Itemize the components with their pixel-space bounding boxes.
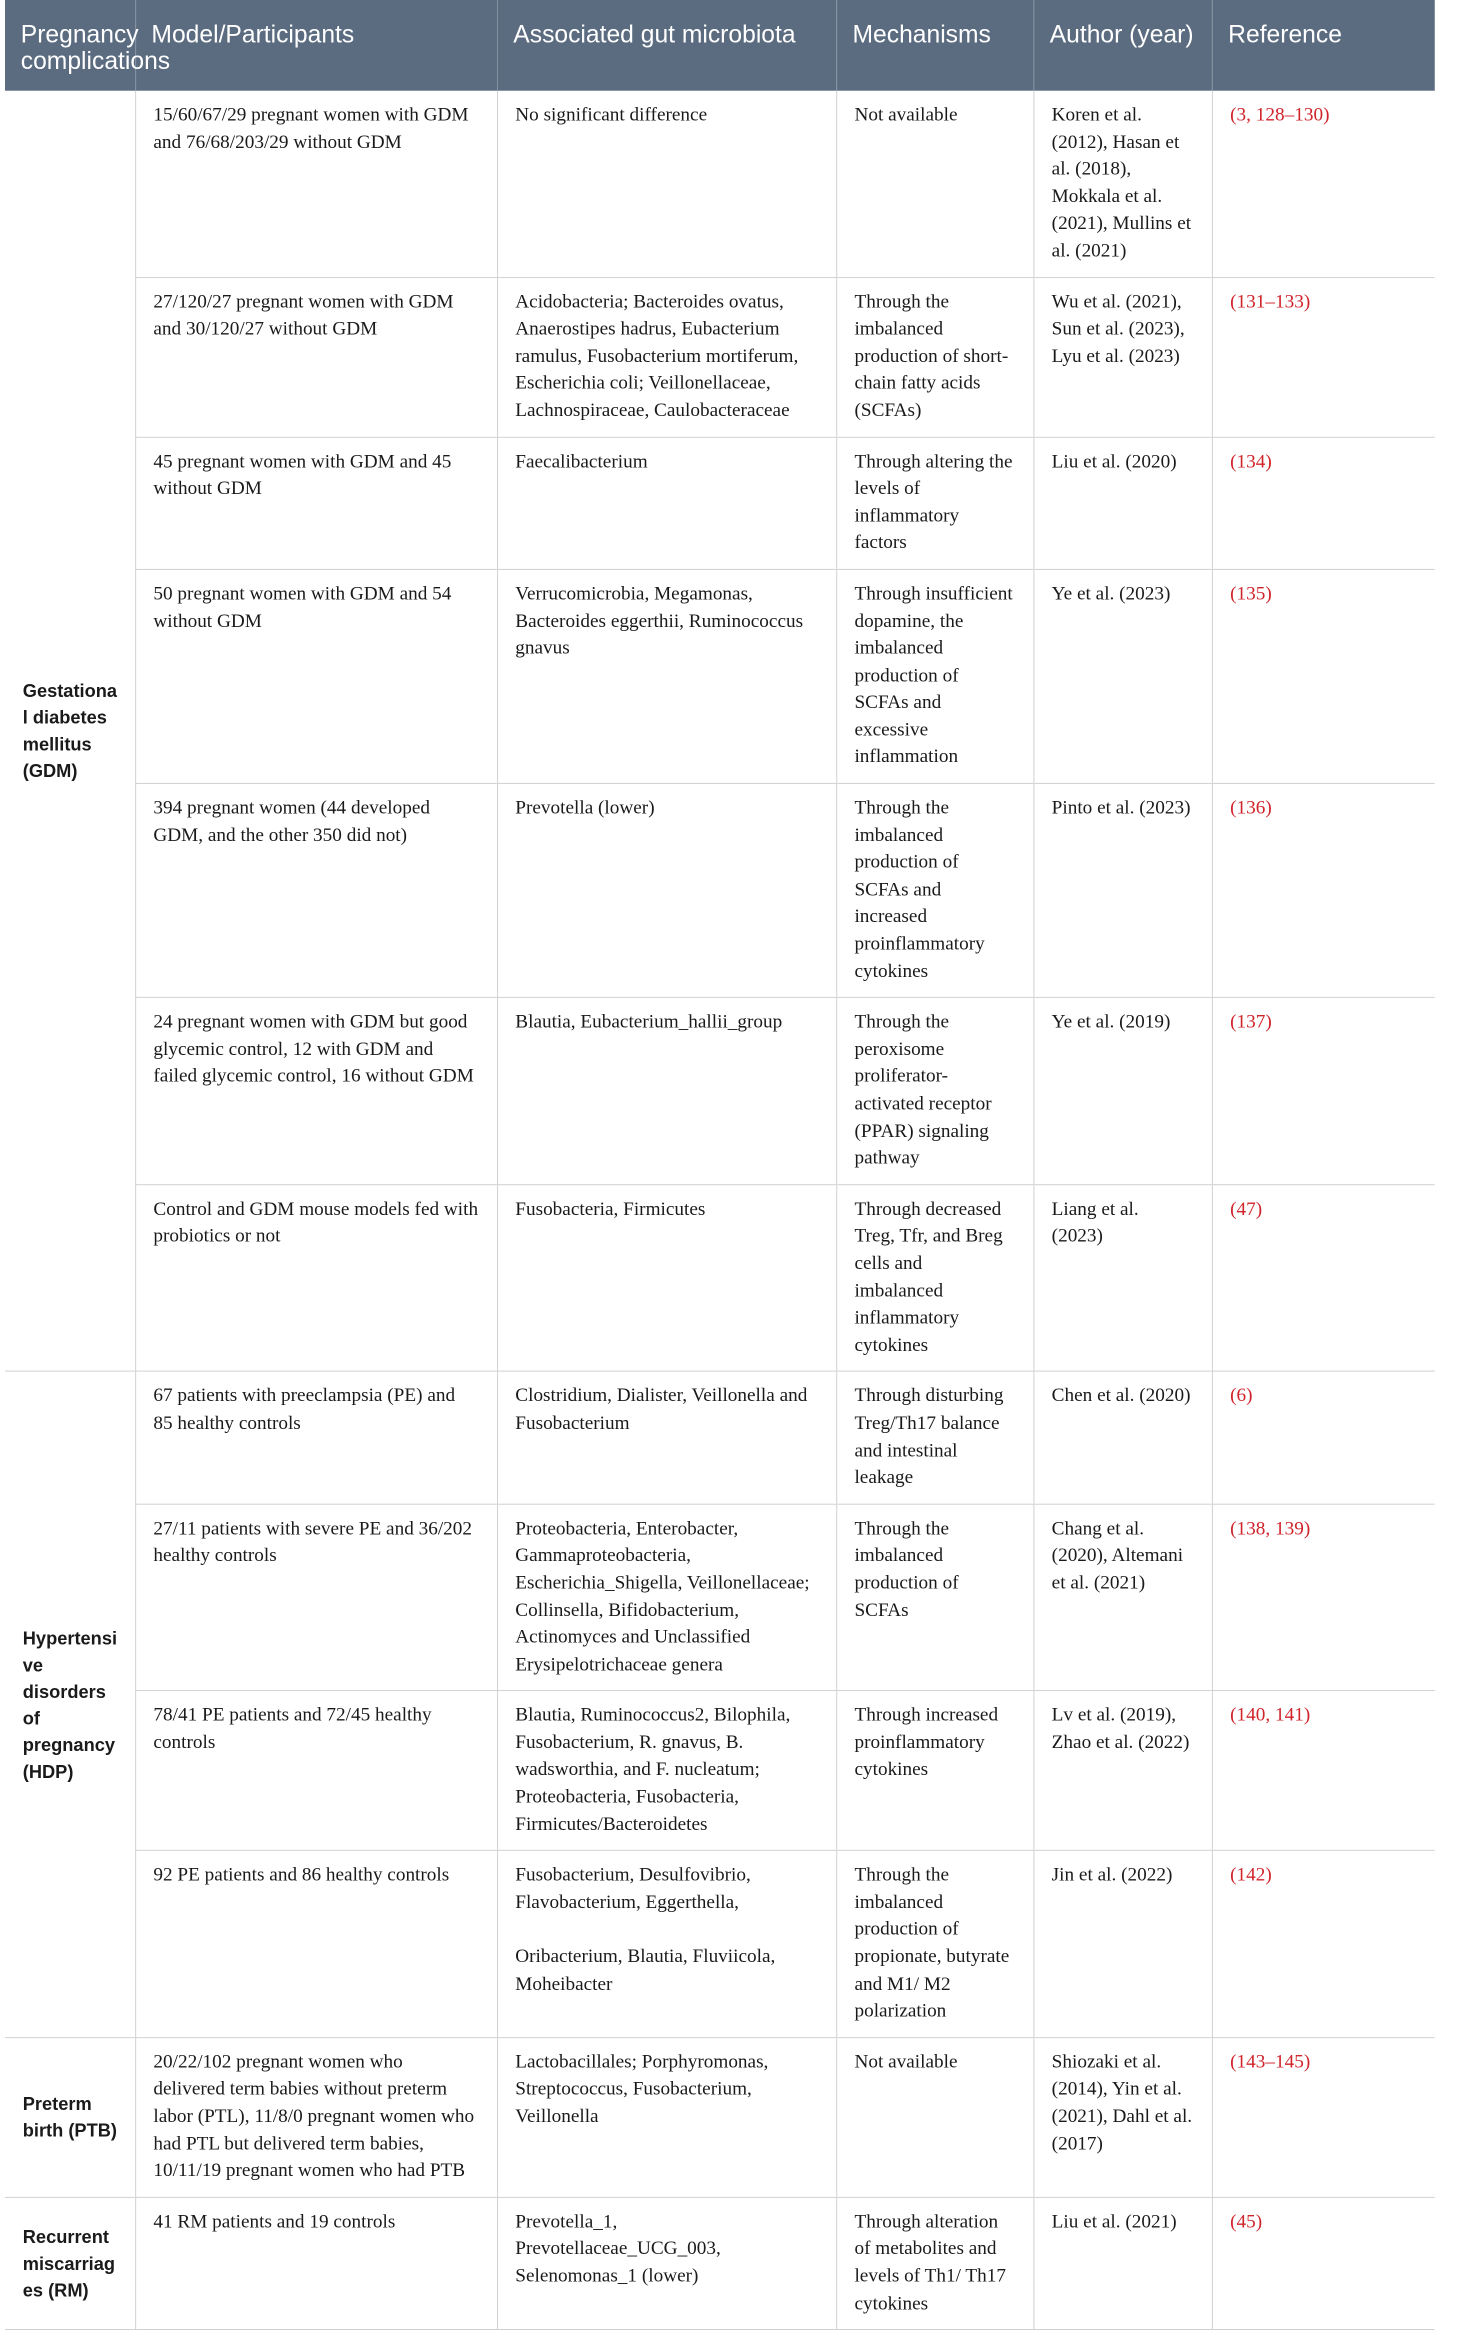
table-row [5,437,1435,569]
table-row [5,2037,1435,2197]
author-cell: Ye et al. (2023) [1033,569,1211,783]
participants-cell: 15/60/67/29 pregnant women with GDM and 76/68/203/29 without GDM [135,91,497,277]
mechanisms-part-b: propionate, butyrate and M1/ M2 polarization [854,1946,1010,2022]
microbiota-cell: Faecalibacterium [497,437,836,569]
mechanisms-cell: Through the peroxisome proliferator-activated receptor (PPAR) signaling pathway [836,998,1033,1185]
mechanisms-cell: Through alteration of metabolites and levels of Th1/ Th17 cytokines [836,2197,1033,2329]
complications-table [5,0,1435,2330]
participants-cell: 20/22/102 pregnant women who delivered term babies without preterm labor (PTL), 11/8/0 pregnant women who had PTL but delivered term babies, 10/11/19 pregnant women who had PTB [135,2037,497,2197]
mechanisms-cell: Through decreased Treg, Tfr, and Breg cells and imbalanced inflammatory cytokines [836,1185,1033,1372]
mechanisms-part-a: Through the imbalanced production of [854,1864,959,1940]
mechanisms-cell: Through the imbalanced production of SCFAs and increased proinflammatory cytokines [836,783,1033,997]
complication-rm: Recurrent miscarriages (RM) [5,2197,135,2329]
reference-cell: (143–145) [1212,2037,1435,2197]
reference-cell: (135) [1212,569,1435,783]
author-cell: Wu et al. (2021), Sun et al. (2023), Lyu et al. (2023) [1033,277,1211,437]
table-row [5,569,1435,783]
author-cell: Chen et al. (2020) [1033,1371,1211,1503]
table-row [5,783,1435,997]
mechanisms-cell: Through altering the levels of inflammatory factors [836,437,1033,569]
reference-cell: (140, 141) [1212,1691,1435,1851]
mechanisms-cell: Through the imbalanced production of short-chain fatty acids (SCFAs) [836,277,1033,437]
participants-cell: 78/41 PE patients and 72/45 healthy controls [135,1691,497,1851]
reference-link[interactable]: 136 [1236,797,1266,819]
author-cell: Chang et al. (2020), Altemani et al. (2021) [1033,1504,1211,1691]
reference-link[interactable]: 140, 141 [1236,1705,1304,1726]
header-mechanisms: Mechanisms [836,0,1033,91]
reference-link[interactable]: 47 [1236,1198,1256,1220]
microbiota-part-b: Oribacterium, Blautia, Fluviicola, Moheibacter [515,1946,776,1995]
mechanisms-cell: Not available [836,2037,1033,2197]
reference-link[interactable]: 131–133 [1236,291,1304,313]
participants-cell: Control and GDM mouse models fed with probiotics or not [135,1185,497,1372]
reference-link[interactable]: 143–145 [1236,2051,1304,2073]
mechanisms-cell: Through the imbalanced production of SCFAs [836,1504,1033,1691]
participants-cell: 50 pregnant women with GDM and 54 without GDM [135,569,497,783]
reference-cell: (3, 128–130) [1212,91,1435,277]
reference-cell: (137) [1212,998,1435,1185]
author-cell: Pinto et al. (2023) [1033,783,1211,997]
reference-link[interactable]: 137 [1236,1011,1266,1033]
reference-link[interactable]: 3, 128–130 [1236,104,1324,126]
mechanisms-cell: Through insufficient dopamine, the imbalanced production of SCFAs and excessive inflammation [836,569,1033,783]
header-reference: Reference [1212,0,1435,91]
author-cell: Lv et al. (2019), Zhao et al. (2022) [1033,1691,1211,1851]
mechanisms-cell: Not available [836,91,1033,277]
reference-cell: (6) [1212,1371,1435,1503]
reference-cell: (136) [1212,783,1435,997]
table-row [5,1185,1435,1372]
author-cell: Koren et al. (2012), Hasan et al. (2018), Mokkala et al. (2021), Mullins et al. (2021) [1033,91,1211,277]
reference-link[interactable]: 142 [1236,1864,1266,1886]
microbiota-cell: Verrucomicrobia, Megamonas, Bacteroides eggerthii, Ruminococcus gnavus [497,569,836,783]
table-row [5,2197,1435,2329]
table-row [5,998,1435,1185]
microbiota-cell: Blautia, Eubacterium_hallii_group [497,998,836,1185]
reference-link[interactable]: 6 [1236,1385,1247,1407]
author-cell: Ye et al. (2019) [1033,998,1211,1185]
author-cell: Shiozaki et al. (2014), Yin et al. (2021), Dahl et al. (2017) [1033,2037,1211,2197]
microbiota-cell: Lactobacillales; Porphyromonas, Streptococcus, Fusobacterium, Veillonella [497,2037,836,2197]
microbiota-cell: Prevotella_1, Prevotellaceae_UCG_003, Selenomonas_1 (lower) [497,2197,836,2329]
participants-cell: 67 patients with preeclampsia (PE) and 85 healthy controls [135,1371,497,1503]
table-row [5,277,1435,437]
reference-cell: (47) [1212,1185,1435,1372]
table-row [5,1504,1435,1691]
reference-link[interactable]: 45 [1236,2211,1256,2233]
participants-cell: 394 pregnant women (44 developed GDM, and the other 350 did not) [135,783,497,997]
microbiota-cell [497,1851,836,2038]
header-participants: Model/Participants [135,0,497,91]
reference-link[interactable]: 135 [1236,583,1266,605]
header-author: Author (year) [1033,0,1211,91]
header-microbiota: Associated gut microbiota [497,0,836,91]
microbiota-cell: Proteobacteria, Enterobacter, Gammaproteobacteria, Escherichia_Shigella, Veillonellaceae; Collinsella, Bifidobacterium, Actinomyces and Unclassified Erysipelotrichaceae genera [497,1504,836,1691]
microbiota-cell: Prevotella (lower) [497,783,836,997]
complication-hdp: Hypertensive disorders of pregnancy (HDP) [5,1371,135,2037]
author-cell: Jin et al. (2022) [1033,1851,1211,2038]
participants-cell: 27/120/27 pregnant women with GDM and 30/120/27 without GDM [135,277,497,437]
participants-cell: 27/11 patients with severe PE and 36/202 healthy controls [135,1504,497,1691]
microbiota-part-a: Fusobacterium, Desulfovibrio, Flavobacterium, Eggerthella, [515,1864,751,1913]
author-cell: Liu et al. (2021) [1033,2197,1211,2329]
table-row [5,1851,1435,2038]
reference-cell: (142) [1212,1851,1435,2038]
mechanisms-cell: Through increased proinflammatory cytokines [836,1691,1033,1851]
microbiota-cell: Acidobacteria; Bacteroides ovatus, Anaerostipes hadrus, Eubacterium ramulus, Fusobacterium mortiferum, Escherichia coli; Veillonellaceae, Lachnospiraceae, Caulobacteraceae [497,277,836,437]
reference-cell: (138, 139) [1212,1504,1435,1691]
complication-ptb: Preterm birth (PTB) [5,2037,135,2197]
author-cell: Liu et al. (2020) [1033,437,1211,569]
reference-cell: (134) [1212,437,1435,569]
microbiota-cell: Blautia, Ruminococcus2, Bilophila, Fusobacterium, R. gnavus, B. wadsworthia, and F. nucleatum; Proteobacteria, Fusobacteria, Firmicutes/Bacteroidetes [497,1691,836,1851]
participants-cell: 45 pregnant women with GDM and 45 without GDM [135,437,497,569]
mechanisms-cell [836,1851,1033,2038]
header-complications: Pregnancy complications [5,0,135,91]
table-row [5,1371,1435,1503]
reference-link[interactable]: 134 [1236,451,1266,472]
reference-link[interactable]: 138, 139 [1236,1518,1304,1539]
mechanisms-cell: Through disturbing Treg/Th17 balance and intestinal leakage [836,1371,1033,1503]
reference-cell: (131–133) [1212,277,1435,437]
microbiota-cell: Fusobacteria, Firmicutes [497,1185,836,1372]
complication-gdm: Gestational diabetes mellitus (GDM) [5,91,135,1372]
participants-cell: 24 pregnant women with GDM but good glycemic control, 12 with GDM and failed glycemic control, 16 without GDM [135,998,497,1185]
table-row [5,91,1435,277]
participants-cell: 92 PE patients and 86 healthy controls [135,1851,497,2038]
microbiota-cell: Clostridium, Dialister, Veillonella and Fusobacterium [497,1371,836,1503]
header-row [5,0,1435,91]
reference-cell: (45) [1212,2197,1435,2329]
participants-cell: 41 RM patients and 19 controls [135,2197,497,2329]
author-cell: Liang et al. (2023) [1033,1185,1211,1372]
table-row [5,1691,1435,1851]
microbiota-cell: No significant difference [497,91,836,277]
